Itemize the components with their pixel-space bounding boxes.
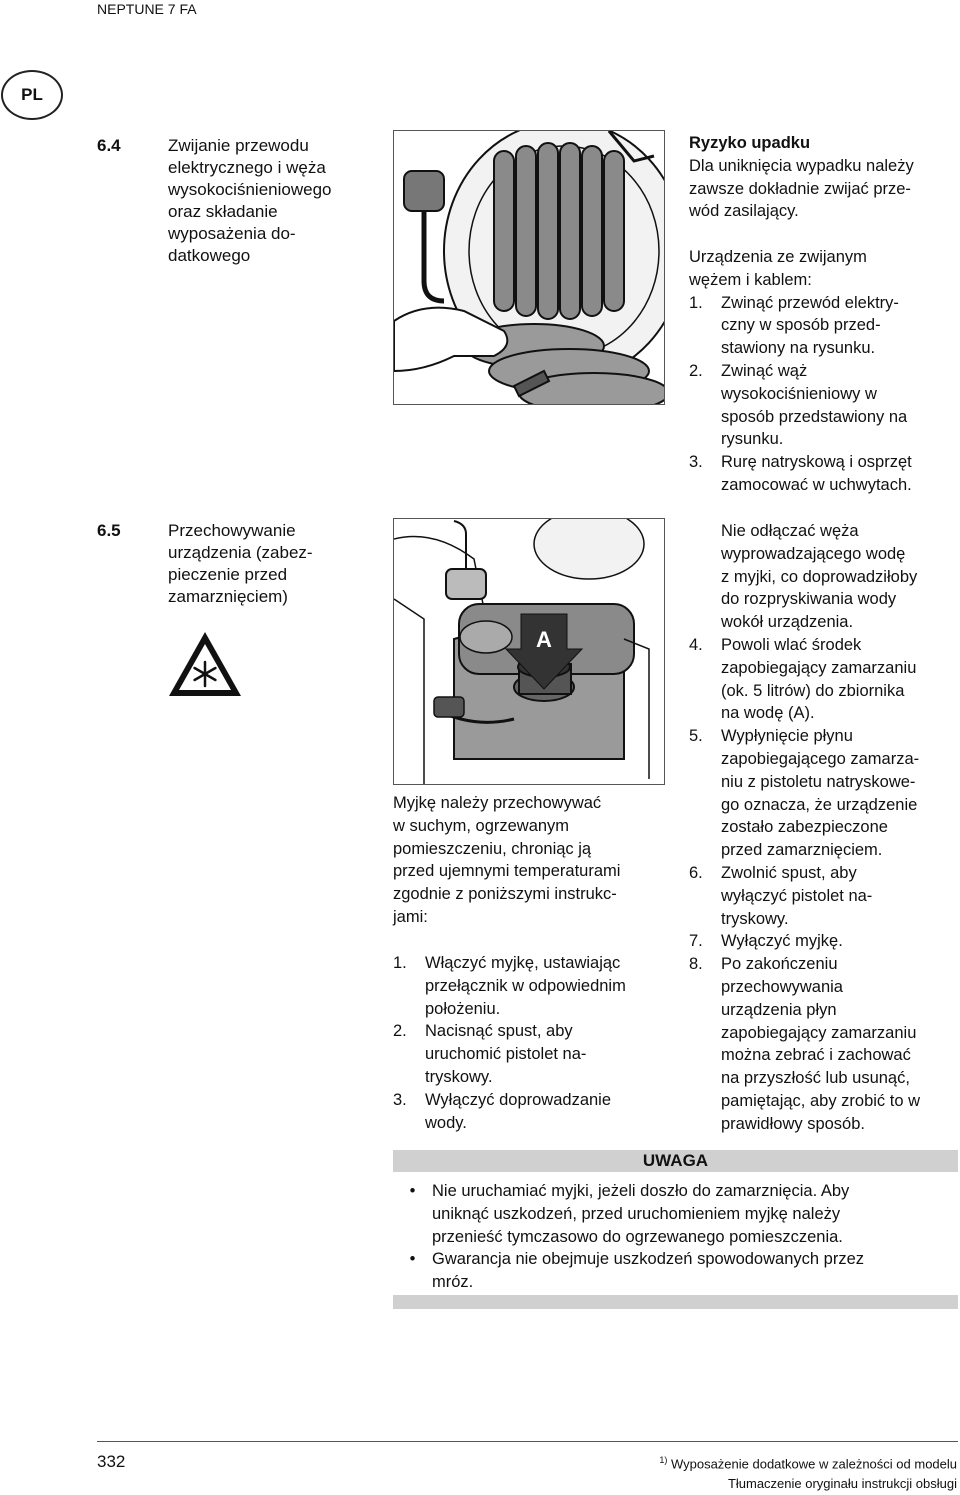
- hose-reel-illustration: [394, 131, 664, 404]
- translation-note: Tłumaczenie oryginału instrukcji obsługi: [727, 1476, 957, 1491]
- list-item: 2. Nacisnąć spust, aby uruchomić pistolet na- tryskowy.: [393, 1022, 587, 1086]
- list-item: 4. Powoli wlać środek zapobiegający zamarzaniu (ok. 5 litrów) do zbiornika na wodę (A).: [689, 635, 917, 723]
- tank-illustration: [394, 519, 664, 784]
- storage-steps-left: [393, 952, 663, 1134]
- risk-title: Ryzyko upadku: [689, 134, 811, 152]
- list-item: 6. Zwolnić spust, aby wyłączyć pistolet na- tryskowy.: [689, 863, 873, 928]
- page-number: 332: [97, 1452, 126, 1471]
- tank-label-a: A: [536, 627, 552, 652]
- list-item: 1. Włączyć myjkę, ustawiając przełącznik w odpowiednim położeniu.: [393, 954, 626, 1018]
- list-item: 7. Wyłączyć myjkę.: [689, 932, 843, 951]
- frost-warning-icon: [167, 630, 243, 698]
- warning-title: UWAGA: [642, 1151, 709, 1170]
- footer-divider: [97, 1441, 958, 1442]
- section-number: 6.5: [97, 521, 121, 540]
- language-badge: PL: [1, 70, 63, 120]
- document-header: NEPTUNE 7 FA: [97, 1, 197, 17]
- list-item: 3. Wyłączyć doprowadzanie wody.: [393, 1090, 612, 1132]
- risk-warning: Ryzyko upadku Dla uniknięcia wypadku należy zawsze dokładnie zwijać prze- wód zasilający.: [689, 132, 959, 223]
- hose-reel-figure: [393, 130, 665, 405]
- list-item: 1. Zwinąć przewód elektry- czny w sposób przed- stawiony na rysunku.: [689, 293, 899, 358]
- warning-footer-bar: [393, 1295, 958, 1309]
- list-item: 3. Rurę natryskową i osprzęt zamocować w uchwytach.: [689, 453, 912, 494]
- storage-intro: Myjkę należy przechowywać w suchym, ogrzewanym pomieszczeniu, chroniąc ją przed ujemnymi temperaturami zgodnie z poniższymi instrukc- jami:: [393, 794, 621, 926]
- list-item: 5. Wypłynięcie płynu zapobiegającego zamarza- niu z pistoletu natryskowe- go oznacza, że urządzenie zostało zabezpieczone przed zamarznięciem.: [689, 727, 920, 860]
- section-number: 6.4: [97, 136, 121, 155]
- section-title: Zwijanie przewodu elektrycznego i węża wysokociśnieniowego oraz składanie wyposażenia do- datkowego: [168, 136, 332, 265]
- list-item: 8. Po zakończeniu przechowywania urządzenia płyn zapobiegający zamarzaniu można zebrać i zachować na przyszłość lub usunąć, pamiętając, aby zrobić to w prawidłowy sposób.: [689, 955, 921, 1133]
- list-item: • Nie uruchamiać myjki, jeżeli doszło do zamarznięcia. Aby uniknąć uszkodzeń, przed uruchomieniem myjkę należy przenieść tymczasowo do ogrzewanego pomieszczenia.: [409, 1182, 850, 1246]
- warning-header-bar: [393, 1150, 958, 1172]
- section-title: Przechowywanie urządzenia (zabez- pieczenie przed zamarznięciem): [168, 521, 313, 606]
- storage-steps-right: Nie odłączać węża wyprowadzającego wodę z myjki, co doprowadziłoby do rozpryskiwania wody wokół urządzenia. 4. Powoli wlać środek zapobiegający zamarzaniu (ok. 5 litrów) do zbiornika na wodę (A). 5. Wypłynięcie płynu zapobiegającego zamarza- niu z pistoletu natryskowe- go oznacza, że urządzenie zostało zabezpieczone przed zamarznięciem. 6. Zwolnić spust, aby wyłączyć pistolet na- tryskowy. 7. Wyłączyć myjkę. 8. Po zakończeniu przechowywania urządzenia płyn zapobiegający zamarzaniu można zebrać i zachować na przyszłość lub usunąć, pamiętając, aby zrobić to w prawidłowy sposób.: [689, 520, 959, 1136]
- list-item: • Gwarancja nie obejmuje uszkodzeń spowodowanych przez mróz.: [409, 1250, 864, 1292]
- list-item: 2. Zwinąć wąż wysokociśnieniowy w sposób przedstawiony na rysunku.: [689, 361, 908, 449]
- footnote: $^{1)}$ Wyposażenie dodatkowe w zależności od modelu: [659, 1455, 957, 1472]
- warning-list: [393, 1180, 958, 1294]
- antifreeze-tank-figure: [393, 518, 665, 785]
- reel-instructions: Urządzenia ze zwijanym wężem i kablem: 1. Zwinąć przewód elektry- czny w sposób przed- stawiony na rysunku. 2. Zwinąć wąż wysokociśnieniowy w sposób przedstawiony na rysunku. 3. Rurę natryskową i osprzęt zamocować w uchwytach.: [689, 246, 959, 497]
